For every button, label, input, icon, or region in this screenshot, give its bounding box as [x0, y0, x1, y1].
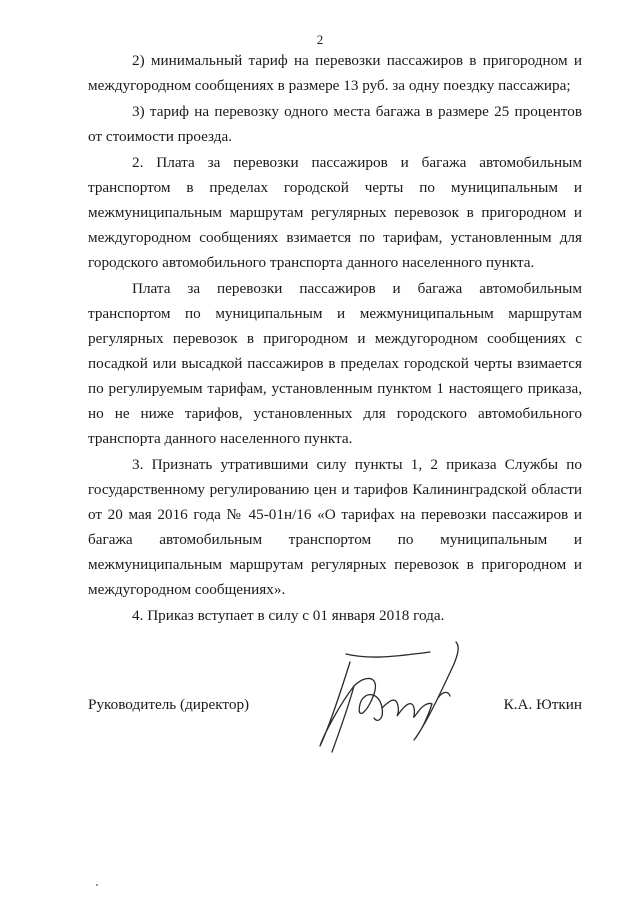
- document-body: [88, 48, 582, 628]
- paragraph-tariff-baggage: 3) тариф на перевозку одного места багажа в размере 25 процентов от стоимости проезда.: [88, 103, 582, 145]
- signature-block: [88, 680, 582, 780]
- paragraph-effective-date: 4. Приказ вступает в силу с 01 января 2018 года.: [132, 607, 445, 624]
- paragraph-repeal-order: 3. Признать утратившими силу пункты 1, 2 приказа Службы по государственному регулированию цен и тарифов Калининградской области от 20 мая 2016 года № 45-01н/16 «О тарифах на перевозки пассажиров и багажа автомобильным транспортом по муниципальным и межмуниципальным маршрутам регулярных перевозок в пригородном и междугородном сообщениях».: [88, 456, 582, 598]
- paragraph-tariff-minimal: 2) минимальный тариф на перевозки пассажиров в пригородном и междугородном сообщениях в размере 13 руб. за одну поездку пассажира;: [88, 52, 582, 94]
- scan-speck: [96, 884, 98, 886]
- signatory-title: Руководитель (директор): [88, 696, 250, 713]
- paragraph-city-limits-fare: 2. Плата за перевозки пассажиров и багажа автомобильным транспортом в пределах городской черты по муниципальным и межмуниципальным маршрутам регулярных перевозок в пригородном и междугородном сообщениях взимается по тарифам, установленным для городского автомобильного транспорта данного населенного пункта.: [88, 154, 582, 271]
- page-number: 2: [316, 32, 324, 47]
- signatory-name: К.А. Юткин: [503, 696, 582, 713]
- handwritten-signature: [310, 634, 480, 764]
- paragraph-regulated-fare: Плата за перевозки пассажиров и багажа автомобильным транспортом по муниципальным и межмуниципальным маршрутам регулярных перевозок в пригородном и междугородном сообщениях с посадкой или высадкой пассажиров в пределах городской черты взимается по регулируемым тарифам, установленным пунктом 1 настоящего приказа, но не ниже тарифов, установленных для городского автомобильного транспорта данного населенного пункта.: [88, 280, 582, 447]
